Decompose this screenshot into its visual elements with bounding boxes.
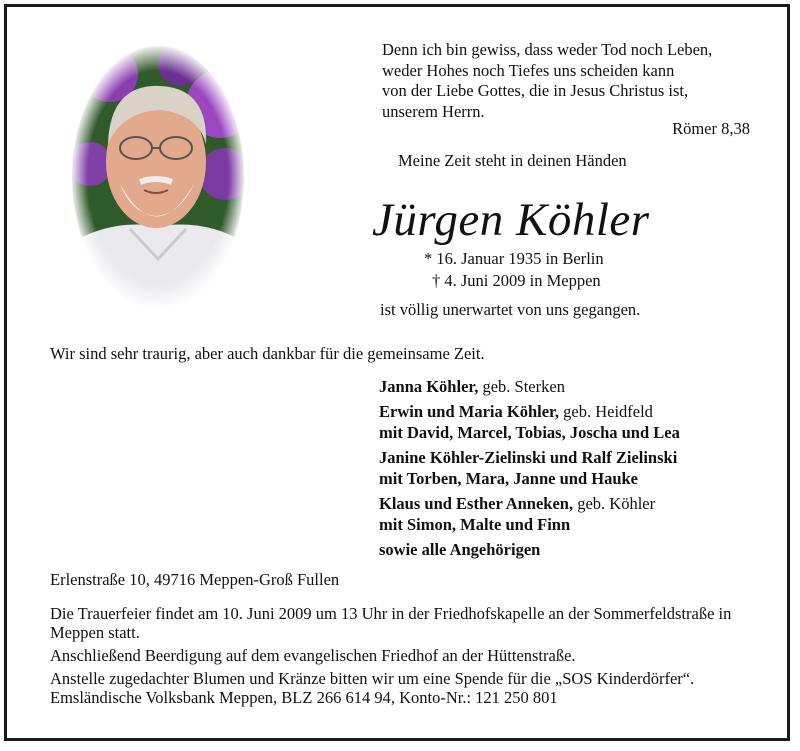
mourner-name: Janine Köhler-Zielinski und Ralf Zielinski	[379, 448, 678, 467]
portrait-photo	[70, 44, 246, 310]
mourner-name: Klaus und Esther Anneken,	[379, 494, 574, 513]
motto: Meine Zeit steht in deinen Händen	[398, 151, 627, 170]
funeral-notes	[50, 604, 770, 711]
verse-line: weder Hohes noch Tiefes uns scheiden kann	[382, 60, 675, 80]
mourner-name: Erwin und Maria Köhler,	[379, 402, 559, 421]
note-paragraph: Emsländische Volksbank Meppen, BLZ 266 614 94, Konto-Nr.: 121 250 801	[50, 688, 558, 707]
note-paragraph: Anschließend Beerdigung auf dem evangelischen Friedhof an der Hüttenstraße.	[50, 646, 576, 665]
bible-verse	[382, 40, 762, 122]
birth-date: * 16. Januar 1935 in Berlin	[424, 249, 604, 268]
mourner-name: sowie alle Angehörigen	[379, 540, 541, 559]
verse-reference: Römer 8,38	[672, 119, 750, 138]
mourner-group	[379, 447, 779, 489]
note-paragraph: Anstelle zugedachter Blumen und Kränze bitten wir um eine Spende für die „SOS Kinderdörfer“.	[50, 669, 695, 688]
mourner-group	[379, 376, 779, 397]
note-paragraph: Die Trauerfeier findet am 10. Juni 2009 um 13 Uhr in der Friedhofskapelle an der Sommerfeldstraße in Meppen statt.	[50, 604, 732, 642]
mourner-note: geb. Heidfeld	[559, 402, 653, 421]
mourner-children: mit David, Marcel, Tobias, Joscha und Lea	[379, 423, 680, 442]
mourners-list	[379, 376, 779, 564]
mourner-note: geb. Sterken	[478, 377, 565, 396]
deceased-name: Jürgen Köhler	[372, 194, 650, 246]
death-date: † 4. Juni 2009 in Meppen	[432, 271, 601, 290]
mourner-group	[379, 539, 779, 560]
family-address: Erlenstraße 10, 49716 Meppen-Groß Fullen	[50, 570, 340, 589]
mourner-children: mit Torben, Mara, Janne und Hauke	[379, 469, 639, 488]
mourner-group	[379, 401, 779, 443]
verse-line: von der Liebe Gottes, die in Jesus Christus ist,	[382, 81, 689, 100]
mourner-children: mit Simon, Malte und Finn	[379, 515, 571, 534]
mourner-group	[379, 493, 779, 535]
thanks-text: Wir sind sehr traurig, aber auch dankbar für die gemeinsame Zeit.	[50, 344, 485, 363]
mourner-name: Janna Köhler,	[379, 377, 479, 396]
mourner-note: geb. Köhler	[573, 494, 656, 513]
verse-line: unserem Herrn.	[382, 101, 485, 121]
passed-text: ist völlig unerwartet von uns gegangen.	[380, 300, 641, 319]
verse-line: Denn ich bin gewiss, dass weder Tod noch Leben,	[382, 40, 713, 59]
